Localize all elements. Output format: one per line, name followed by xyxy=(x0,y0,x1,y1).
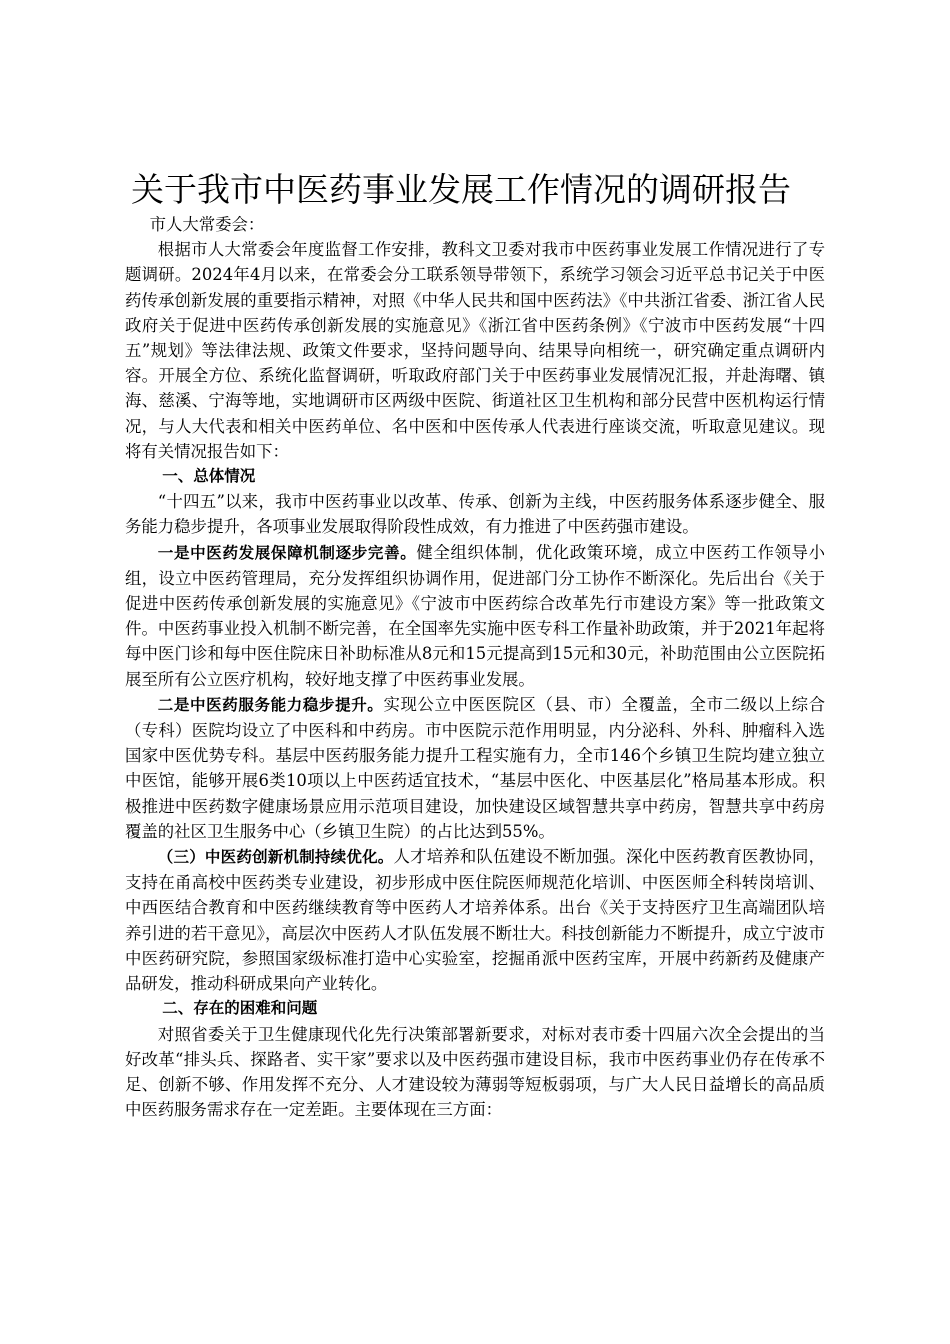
paragraph-lead: （三）中医药创新机制持续优化。 xyxy=(157,848,394,867)
paragraph-body: 人才培养和队伍建设不断加强。深化中医药教育医教协同，支持在甬高校中医药类专业建设，初步形成中医住院医师规范化培训、中医医师全科转岗培训、中西医结合教育和中医药继续教育等中医药人才培养体系。出台《关于支持医疗卫生高端团队培养引进的若干意见》，高层次中医药人才队伍发展不断壮大。科技创新能力不断提升，成立宁波市中医药研究院，参照国家级标准打造中心实验室，挖掘甬派中医药宝库，开展中药新药及健康产品研发，推动科研成果向产业转化。 xyxy=(125,847,825,994)
paragraph-lead: 二是中医药服务能力稳步提升。 xyxy=(157,695,384,714)
paragraph-guarantee-mechanism xyxy=(125,540,825,692)
section-heading-problems: 二、存在的困难和问题 xyxy=(162,999,318,1018)
salutation: 市人大常委会： xyxy=(149,215,265,234)
paragraph-body: 健全组织体制，优化政策环境，成立中医药工作领导小组，设立中医药管理局，充分发挥组织协调作用，促进部门分工协作不断深化。先后出台《关于促进中医药传承创新发展的实施意见》《宁波市中医药综合改革先行市建设方案》等一批政策文件。中医药事业投入机制不断完善，在全国率先实施中医专科工作量补助政策，并于2021年起将每中医门诊和每中医住院床日补助标准从8元和15元提高到15元和30元，补助范围由公立医院拓展至所有公立医疗机构，较好地支撑了中医药事业发展。 xyxy=(125,542,825,689)
page-title: 关于我市中医药事业发展工作情况的调研报告 xyxy=(131,170,791,209)
paragraph-lead: 一是中医药发展保障机制逐步完善。 xyxy=(157,543,417,562)
document-page xyxy=(125,168,825,1122)
section-heading-overview: 一、总体情况 xyxy=(162,467,256,486)
paragraph-service-capacity xyxy=(125,692,825,844)
paragraph-body: 实现公立中医医院区（县、市）全覆盖，全市二级以上综合（专科）医院均设立了中医科和中药房。市中医院示范作用明显，内分泌科、外科、肿瘤科入选国家中医优势专科。基层中医药服务能力提升工程实施有力，全市146个乡镇卫生院均建立独立中医馆，能够开展6类10项以上中医药适宜技术，“基层中医化、中医基层化”格局基本形成。积极推进中医药数字健康场景应用示范项目建设，加快建设区域智慧共享中药房，智慧共享中药房覆盖的社区卫生服务中心（乡镇卫生院）的占比达到55%。 xyxy=(125,694,825,841)
overview-paragraph: “十四五”以来，我市中医药事业以改革、传承、创新为主线，中医药服务体系逐步健全、服务能力稳步提升，各项事业发展取得阶段性成效，有力推进了中医药强市建设。 xyxy=(125,492,825,537)
problems-paragraph: 对照省委关于卫生健康现代化先行决策部署新要求，对标对表市委十四届六次全会提出的当好改革“排头兵、探路者、实干家”要求以及中医药强市建设目标，我市中医药事业仍存在传承不足、创新不够、作用发挥不充分、人才建设较为薄弱等短板弱项，与广大人民日益增长的高品质中医药服务需求存在一定差距。主要体现在三方面： xyxy=(125,1024,825,1120)
intro-paragraph: 根据市人大常委会年度监督工作安排，教科文卫委对我市中医药事业发展工作情况进行了专题调研。2024年4月以来，在常委会分工联系领导带领下，系统学习领会习近平总书记关于中医药传承创新发展的重要指示精神，对照《中华人民共和国中医药法》《中共浙江省委、浙江省人民政府关于促进中医药传承创新发展的实施意见》《浙江省中医药条例》《宁波市中医药发展“十四五”规划》等法律法规、政策文件要求，坚持问题导向、结果导向相统一，研究确定重点调研内容。开展全方位、系统化监督调研，听取政府部门关于中医药事业发展情况汇报，并赴海曙、镇海、慈溪、宁海等地，实地调研市区两级中医院、街道社区卫生机构和部分民营中医机构运行情况，与人大代表和相关中医药单位、名中医和中医传承人代表进行座谈交流，听取意见建议。现将有关情况报告如下： xyxy=(125,240,825,461)
paragraph-innovation xyxy=(125,844,825,996)
